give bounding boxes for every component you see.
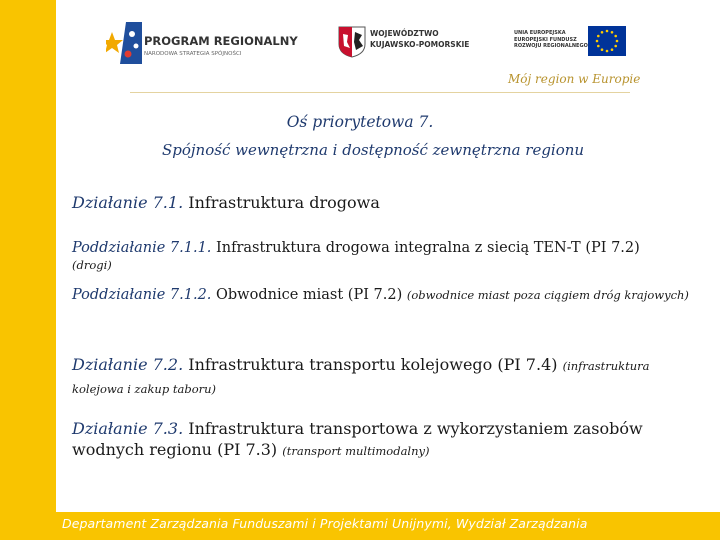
eu-logo — [514, 26, 630, 62]
action-text: Infrastruktura drogowa — [183, 193, 380, 212]
action-text: Infrastruktura transportu kolejowego (PI 7.4) — [183, 355, 563, 374]
program-subtitle: NARODOWA STRATEGIA SPÓJNOŚCI — [144, 51, 242, 57]
eu-line3: ROZWOJU REGIONALNEGO — [514, 43, 588, 49]
subaction-note: (obwodnice miast poza ciągiem dróg krajowych) — [406, 288, 689, 302]
eu-line1: UNIA EUROPEJSKA — [514, 30, 566, 36]
action-item — [72, 354, 702, 400]
voivodeship-logo — [336, 22, 476, 66]
region-motto: Mój region w Europie — [508, 72, 641, 86]
subaction-item — [72, 287, 702, 304]
footer-department: Departament Zarządzania Funduszami i Projektami Unijnymi, Wydział Zarządzania — [62, 516, 588, 531]
eu-flag-icon — [588, 26, 626, 56]
subaction-text: Obwodnice miast (PI 7.2) — [211, 287, 407, 303]
action-note: (infrastruktura kolejowa i zakup taboru) — [72, 359, 650, 396]
program-regionalny-logo — [106, 20, 306, 70]
action-text: Infrastruktura transportowa z wykorzystaniem zasobów wodnych regionu (PI 7.3) — [72, 419, 643, 459]
left-accent-bar — [0, 0, 56, 540]
program-title: PROGRAM REGIONALNY — [144, 34, 298, 48]
page-title: Oś priorytetowa 7. — [286, 113, 434, 131]
eu-line2: EUROPEJSKI FUNDUSZ — [514, 37, 577, 43]
subaction-note: (drogi) — [72, 258, 112, 272]
coat-of-arms-icon — [338, 26, 366, 58]
header-divider — [130, 92, 630, 93]
subaction-item — [72, 240, 702, 274]
region-name-line1: WOJEWÓDZTWO — [370, 29, 439, 38]
action-item — [72, 192, 702, 213]
action-note: (transport multimodalny) — [282, 444, 430, 458]
subaction-text: Infrastruktura drogowa integralna z siecią TEN-T (PI 7.2) — [211, 240, 640, 256]
subaction-label: Poddziałanie 7.1.1. — [72, 240, 212, 256]
subaction-label: Poddziałanie 7.1.2. — [72, 287, 212, 303]
action-label: Działanie 7.1. — [72, 193, 184, 212]
region-name-line2: KUJAWSKO-POMORSKIE — [370, 40, 470, 49]
page-subtitle: Spójność wewnętrzna i dostępność zewnętrzna regionu — [162, 141, 585, 159]
action-label: Działanie 7.3. — [72, 419, 184, 438]
action-item — [72, 418, 702, 462]
star-emblem-icon — [106, 20, 142, 70]
action-label: Działanie 7.2. — [72, 355, 184, 374]
